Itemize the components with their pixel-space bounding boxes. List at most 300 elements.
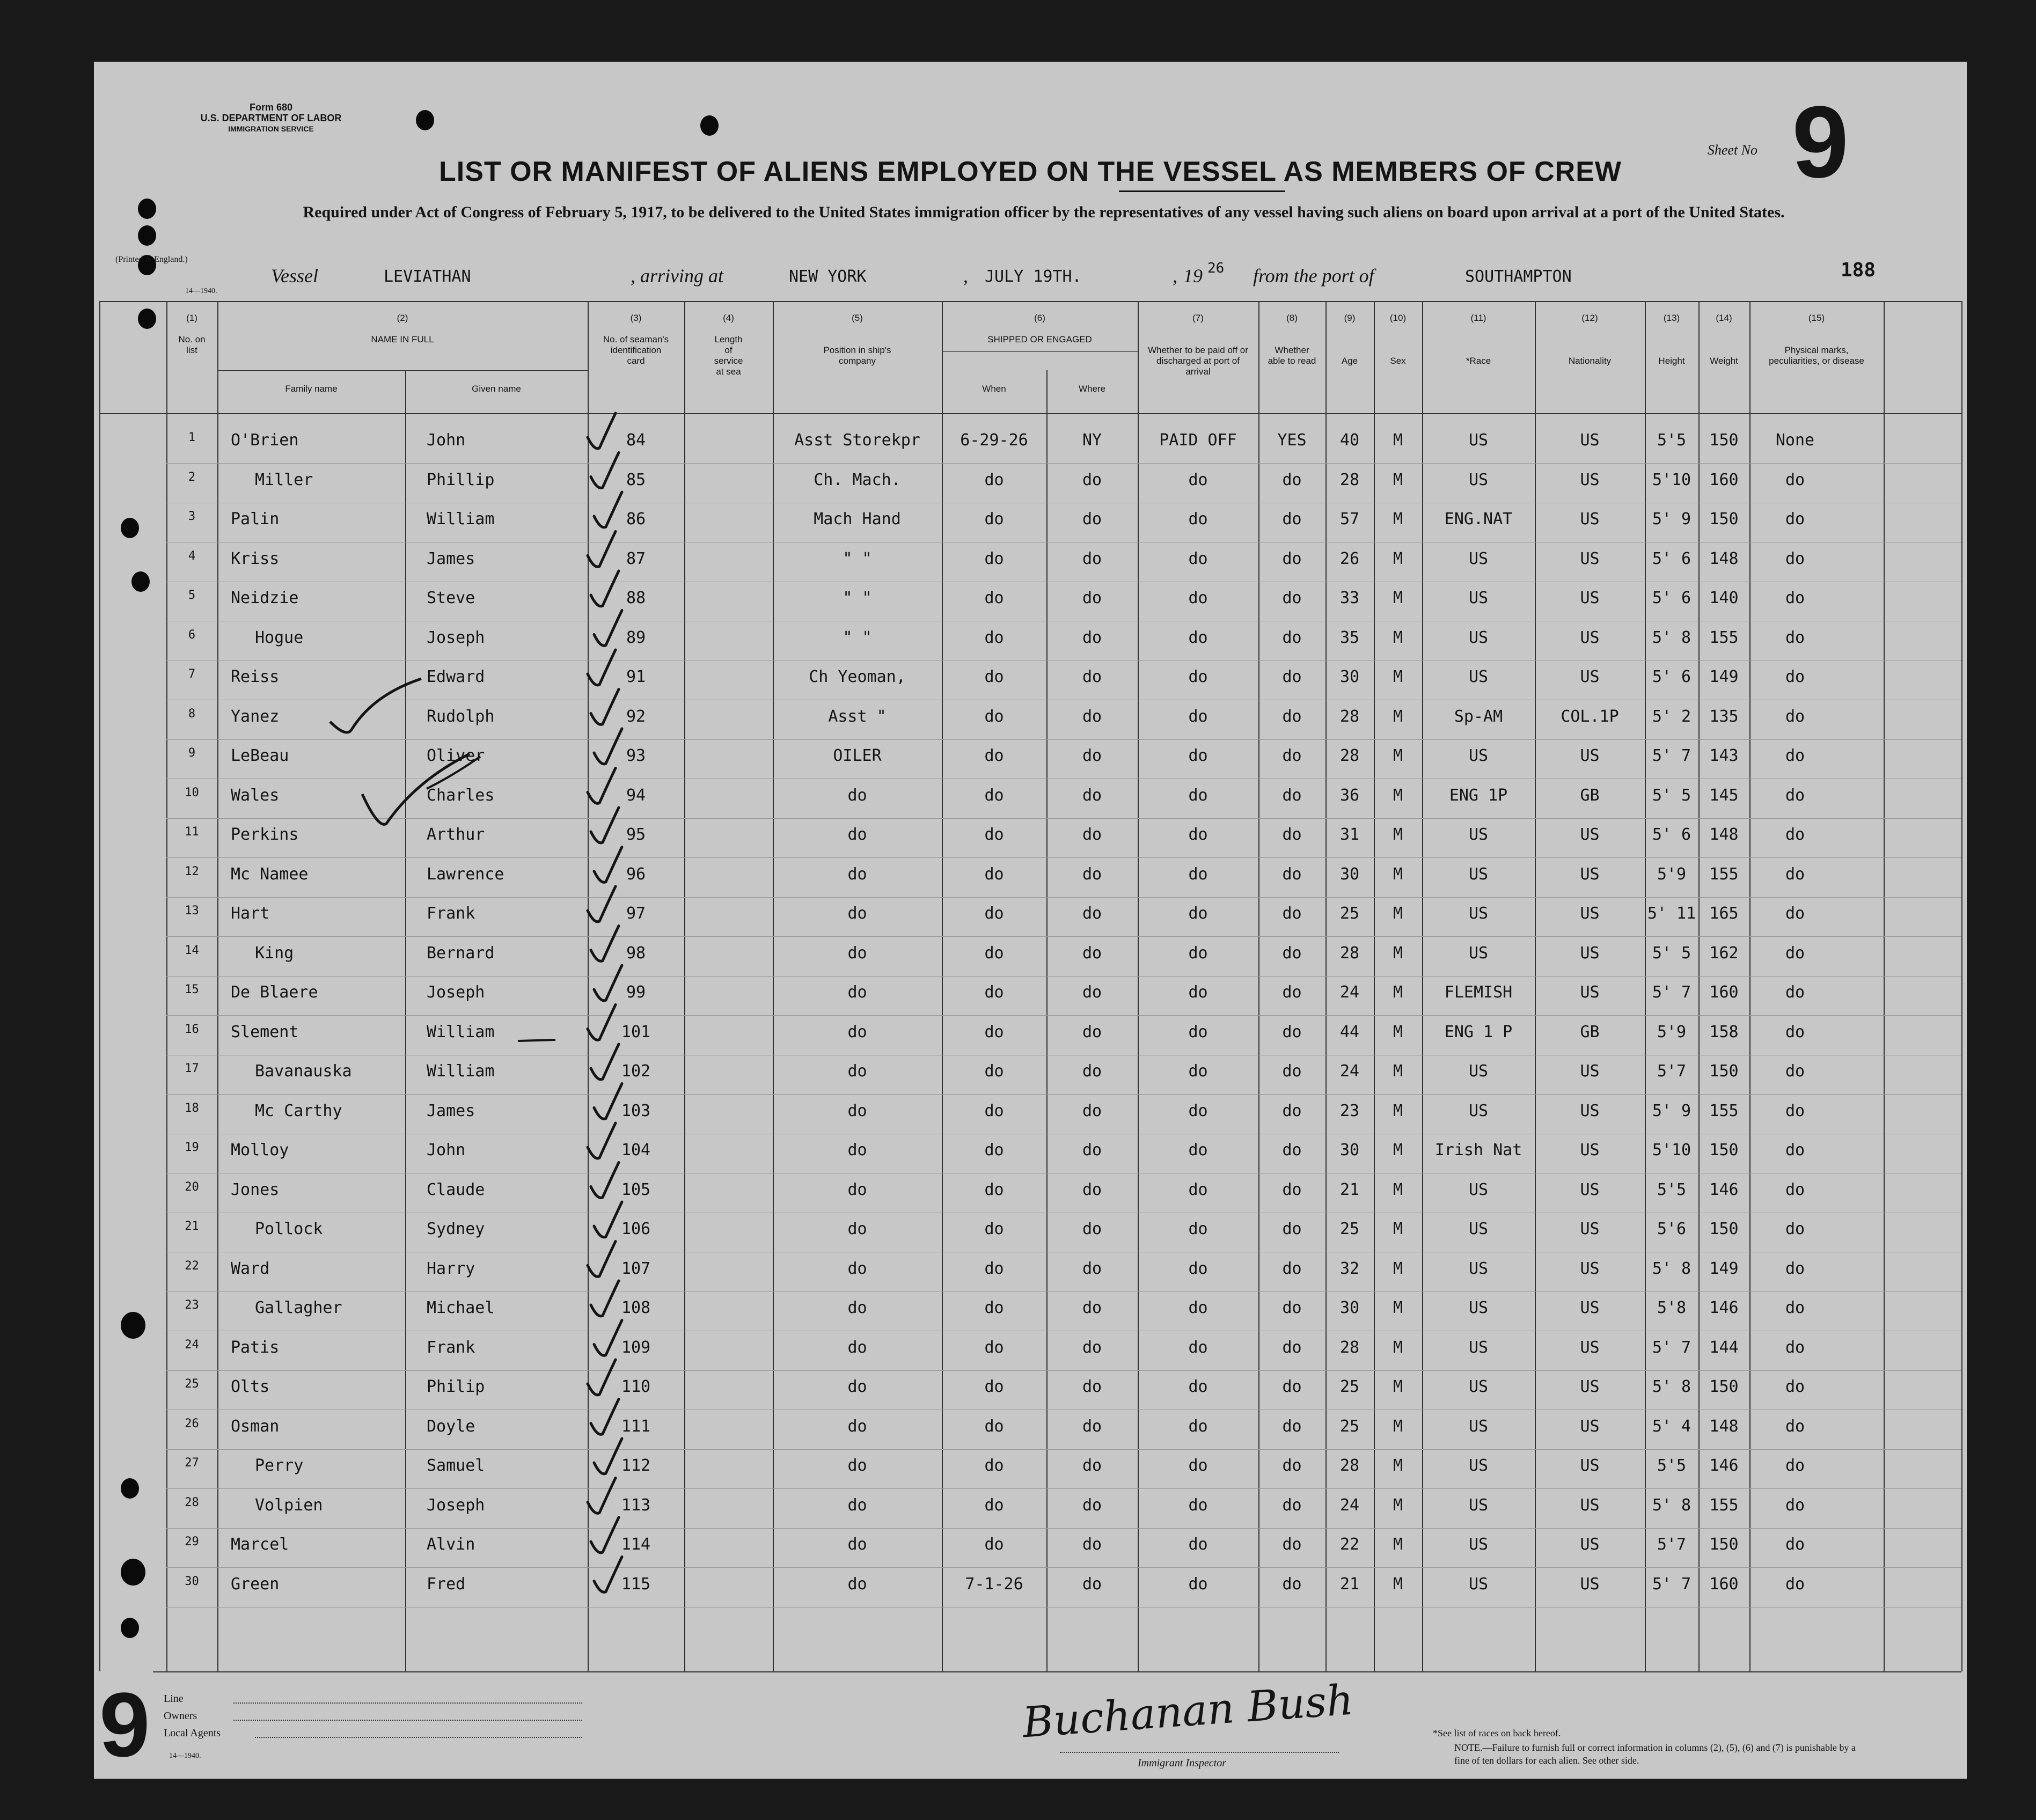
cell-marks: do xyxy=(1785,1495,1805,1515)
cell-weight: 143 xyxy=(1709,746,1739,765)
cell-card: 96 xyxy=(626,864,646,884)
row-check-icon xyxy=(591,571,619,606)
cell-where: do xyxy=(1082,549,1102,568)
cell-family: Marcel xyxy=(231,1535,289,1554)
cell-race: FLEMISH xyxy=(1444,983,1513,1002)
cell-height: 5'5 xyxy=(1657,1180,1687,1199)
cell-where: do xyxy=(1082,628,1102,647)
cell-position: Asst Storekpr xyxy=(794,431,920,450)
col14-number: (14) xyxy=(1716,313,1732,323)
arrival-date: JULY 19TH. xyxy=(985,267,1082,286)
cell-marks: do xyxy=(1785,1377,1805,1396)
cell-family: Neidzie xyxy=(231,589,299,607)
cell-height: 5' 6 xyxy=(1652,667,1691,686)
cell-when: do xyxy=(984,510,1004,529)
row8-check-icon xyxy=(330,679,421,732)
owners-label: Owners xyxy=(164,1710,197,1722)
cell-race: US xyxy=(1468,746,1489,765)
cell-race: US xyxy=(1468,1298,1489,1317)
cell-sex: M xyxy=(1393,1259,1403,1278)
line-label: Line xyxy=(164,1693,184,1705)
row-check-icon xyxy=(594,965,622,1001)
cell-paid: do xyxy=(1188,1220,1208,1238)
cell-family: Mc Carthy xyxy=(255,1101,342,1120)
cell-sex: M xyxy=(1393,549,1403,568)
cell-nat: GB xyxy=(1580,1022,1600,1041)
cell-marks: do xyxy=(1785,904,1805,923)
cell-nat: US xyxy=(1580,549,1600,568)
cell-race: US xyxy=(1468,1259,1489,1278)
cell-no: 8 xyxy=(188,707,196,721)
cell-where: do xyxy=(1082,1535,1102,1554)
cell-read: do xyxy=(1282,786,1302,805)
row-check-icon xyxy=(591,926,619,962)
cell-position: do xyxy=(847,1101,867,1120)
cell-read: do xyxy=(1282,667,1302,686)
col15-number: (15) xyxy=(1808,313,1825,323)
cell-card: 109 xyxy=(621,1338,651,1357)
cell-paid: do xyxy=(1188,1298,1208,1317)
cell-position: do xyxy=(847,1022,867,1041)
cell-read: do xyxy=(1282,1338,1302,1357)
cell-height: 5' 8 xyxy=(1652,1377,1691,1396)
cell-position: " " xyxy=(843,549,872,568)
cell-given: James xyxy=(427,1101,475,1120)
cell-paid: do xyxy=(1188,1259,1208,1278)
cell-no: 6 xyxy=(188,628,196,642)
cell-where: do xyxy=(1082,1377,1102,1396)
cell-height: 5' 8 xyxy=(1652,1259,1691,1278)
cell-given: Samuel xyxy=(427,1456,485,1475)
cell-age: 30 xyxy=(1339,1141,1360,1159)
cell-weight: 162 xyxy=(1709,943,1739,963)
cell-card: 113 xyxy=(621,1495,651,1515)
cell-card: 105 xyxy=(621,1180,651,1199)
cell-where: do xyxy=(1082,786,1102,805)
cell-age: 28 xyxy=(1339,470,1360,489)
line-rule xyxy=(233,1702,582,1704)
cell-family: Yanez xyxy=(231,707,280,726)
penalty-note: NOTE.—Failure to furnish full or correct information in columns (2), (5), (6) and (7) is punishable by a fine of ten dollars for each alien. See other side. xyxy=(1454,1742,1856,1766)
cell-when: do xyxy=(984,943,1004,963)
signature-rule xyxy=(1060,1752,1339,1753)
cell-read: do xyxy=(1282,1417,1302,1436)
cell-family: O'Brien xyxy=(231,431,299,450)
cell-position: do xyxy=(847,1220,867,1238)
cell-family: Ward xyxy=(231,1259,270,1278)
row-check-icon xyxy=(588,650,616,685)
cell-read: do xyxy=(1282,825,1302,844)
row-check-icon xyxy=(588,532,616,567)
cell-marks: do xyxy=(1785,1456,1805,1475)
cell-nat: GB xyxy=(1580,786,1600,805)
cell-position: Ch. Mach. xyxy=(814,470,901,489)
cell-sex: M xyxy=(1393,628,1403,647)
cell-weight: 150 xyxy=(1709,1062,1739,1081)
cell-read: do xyxy=(1282,1495,1302,1515)
cell-no: 3 xyxy=(188,510,196,523)
year-prefix: 19 xyxy=(1183,265,1203,287)
cell-no: 20 xyxy=(185,1180,199,1194)
row-check-icon xyxy=(588,1360,616,1395)
cell-marks: do xyxy=(1785,470,1805,489)
cell-age: 57 xyxy=(1339,510,1360,529)
when-header: When xyxy=(982,384,1006,394)
cell-age: 24 xyxy=(1339,983,1360,1002)
cell-no: 23 xyxy=(185,1298,199,1312)
cell-read: do xyxy=(1282,864,1302,884)
cell-sex: M xyxy=(1393,1495,1403,1515)
cell-card: 95 xyxy=(626,825,646,844)
cell-when: do xyxy=(984,589,1004,607)
cell-position: do xyxy=(847,1180,867,1199)
cell-family: Mc Namee xyxy=(231,864,309,884)
cell-marks: do xyxy=(1785,1062,1805,1081)
cell-weight: 135 xyxy=(1709,707,1739,726)
cell-height: 5'9 xyxy=(1657,864,1687,884)
col13-label: Height xyxy=(1658,356,1685,366)
cell-weight: 160 xyxy=(1709,470,1739,489)
cell-no: 25 xyxy=(185,1377,199,1391)
cell-no: 19 xyxy=(185,1141,199,1154)
cell-nat: US xyxy=(1580,1574,1600,1594)
col5-label: Position in ship's company xyxy=(823,345,891,366)
cell-height: 5' 8 xyxy=(1652,1495,1691,1515)
cell-race: Irish Nat xyxy=(1434,1141,1522,1159)
col10-label: Sex xyxy=(1390,356,1406,366)
cell-height: 5' 2 xyxy=(1652,707,1691,726)
cell-nat: US xyxy=(1580,746,1600,765)
cell-position: do xyxy=(847,1298,867,1317)
cell-paid: do xyxy=(1188,628,1208,647)
arriving-label: , arriving at xyxy=(631,265,724,287)
cell-sex: M xyxy=(1393,1377,1403,1396)
cell-given: Charles xyxy=(427,786,495,805)
cell-no: 22 xyxy=(185,1259,199,1273)
cell-where: do xyxy=(1082,1298,1102,1317)
cell-when: do xyxy=(984,1220,1004,1238)
cell-when: do xyxy=(984,1535,1004,1554)
cell-position: do xyxy=(847,786,867,805)
vessel-label: Vessel xyxy=(271,265,318,287)
cell-position: do xyxy=(847,983,867,1002)
cell-card: 102 xyxy=(621,1062,651,1081)
cell-age: 28 xyxy=(1339,707,1360,726)
cell-family: Palin xyxy=(231,510,280,529)
cell-weight: 146 xyxy=(1709,1456,1739,1475)
race-note: *See list of races on back hereof. xyxy=(1433,1728,1561,1738)
cell-weight: 150 xyxy=(1709,431,1739,450)
cell-family: LeBeau xyxy=(231,746,289,765)
cell-race: ENG 1P xyxy=(1449,786,1508,805)
cell-race: US xyxy=(1468,1417,1489,1436)
cell-race: US xyxy=(1468,1062,1489,1081)
cell-given: Frank xyxy=(427,1338,475,1357)
cell-height: 5' 7 xyxy=(1652,1338,1691,1357)
cell-where: do xyxy=(1082,1417,1102,1436)
cell-family: Volpien xyxy=(255,1495,323,1515)
cell-where: do xyxy=(1082,1062,1102,1081)
cell-card: 89 xyxy=(626,628,646,647)
cell-paid: do xyxy=(1188,904,1208,923)
cell-when: do xyxy=(984,1180,1004,1199)
cell-height: 5' 6 xyxy=(1652,589,1691,607)
cell-nat: US xyxy=(1580,431,1600,450)
cell-nat: US xyxy=(1580,1259,1600,1278)
cell-sex: M xyxy=(1393,470,1403,489)
col2-label: NAME IN FULL xyxy=(371,334,434,344)
cell-height: 5'10 xyxy=(1652,1141,1691,1159)
cell-age: 25 xyxy=(1339,904,1360,923)
cell-card: 108 xyxy=(621,1298,651,1317)
cell-position: do xyxy=(847,1495,867,1515)
cell-age: 28 xyxy=(1339,746,1360,765)
cell-read: YES xyxy=(1277,431,1307,450)
row-check-icon xyxy=(588,768,616,804)
row-check-icon xyxy=(594,729,622,764)
col10-number: (10) xyxy=(1389,313,1407,323)
cell-paid: do xyxy=(1188,825,1208,844)
cell-read: do xyxy=(1282,1298,1302,1317)
cell-race: US xyxy=(1468,904,1489,923)
cell-nat: US xyxy=(1580,1535,1600,1554)
cell-race: US xyxy=(1468,1574,1489,1594)
cell-family: Wales xyxy=(231,786,280,805)
cell-paid: do xyxy=(1188,1062,1208,1081)
cell-when: do xyxy=(984,1259,1004,1278)
cell-marks: do xyxy=(1785,983,1805,1002)
cell-paid: do xyxy=(1188,1101,1208,1120)
cell-position: Mach Hand xyxy=(814,510,901,529)
cell-given: Phillip xyxy=(427,470,495,489)
cell-race: US xyxy=(1468,1220,1489,1238)
cell-height: 5' 5 xyxy=(1652,786,1691,805)
cell-read: do xyxy=(1282,589,1302,607)
sheet-number-label: Sheet No xyxy=(1707,142,1757,158)
cell-card: 99 xyxy=(626,983,646,1002)
cell-position: " " xyxy=(843,628,872,647)
row-check-icon xyxy=(594,1439,622,1474)
cell-given: William xyxy=(427,510,495,529)
cell-nat: US xyxy=(1580,1495,1600,1515)
cell-paid: do xyxy=(1188,786,1208,805)
cell-weight: 148 xyxy=(1709,1417,1739,1436)
cell-height: 5' 7 xyxy=(1652,1574,1691,1594)
cell-where: do xyxy=(1082,904,1102,923)
cell-weight: 148 xyxy=(1709,549,1739,568)
col14-label: Weight xyxy=(1710,356,1738,366)
cell-race: US xyxy=(1468,628,1489,647)
cell-when: do xyxy=(984,1456,1004,1475)
cell-height: 5'7 xyxy=(1657,1062,1687,1081)
row-check-icon xyxy=(594,492,622,527)
cell-position: OILER xyxy=(833,746,882,765)
cell-age: 28 xyxy=(1339,943,1360,963)
cell-card: 86 xyxy=(626,510,646,529)
col8-number: (8) xyxy=(1286,313,1298,323)
cell-read: do xyxy=(1282,1180,1302,1199)
cell-family: Gallagher xyxy=(255,1298,342,1317)
cell-where: do xyxy=(1082,707,1102,726)
row-check-icon xyxy=(588,1005,616,1040)
row-check-icon xyxy=(588,886,616,922)
cell-height: 5' 7 xyxy=(1652,746,1691,765)
manifest-sheet xyxy=(94,62,1967,1779)
cell-position: do xyxy=(847,864,867,884)
cell-given: John xyxy=(427,1141,466,1159)
agents-rule xyxy=(255,1737,582,1738)
cell-race: US xyxy=(1468,1456,1489,1475)
cell-where: NY xyxy=(1082,431,1102,450)
cell-no: 10 xyxy=(185,786,199,799)
cell-family: Kriss xyxy=(231,549,280,568)
col7-label: Whether to be paid off or discharged at port of arrival xyxy=(1148,345,1248,377)
owners-rule xyxy=(233,1720,582,1721)
cell-sex: M xyxy=(1393,1456,1403,1475)
cell-card: 104 xyxy=(621,1141,651,1159)
cell-race: US xyxy=(1468,943,1489,963)
cell-weight: 146 xyxy=(1709,1298,1739,1317)
cell-family: Miller xyxy=(255,470,313,489)
cell-no: 28 xyxy=(185,1495,199,1509)
cell-read: do xyxy=(1282,707,1302,726)
cell-height: 5'6 xyxy=(1657,1220,1687,1238)
cell-sex: M xyxy=(1393,1101,1403,1120)
cell-where: do xyxy=(1082,1574,1102,1594)
cell-when: do xyxy=(984,1062,1004,1081)
cell-nat: US xyxy=(1580,1220,1600,1238)
cell-paid: do xyxy=(1188,1495,1208,1515)
cell-card: 85 xyxy=(626,470,646,489)
cell-marks: do xyxy=(1785,1298,1805,1317)
departure-port: SOUTHAMPTON xyxy=(1465,267,1572,286)
cell-age: 31 xyxy=(1339,825,1360,844)
cell-sex: M xyxy=(1393,943,1403,963)
cell-where: do xyxy=(1082,667,1102,686)
cell-paid: do xyxy=(1188,510,1208,529)
cell-card: 106 xyxy=(621,1220,651,1238)
cell-read: do xyxy=(1282,1141,1302,1159)
cell-read: do xyxy=(1282,746,1302,765)
cell-read: do xyxy=(1282,983,1302,1002)
cell-weight: 146 xyxy=(1709,1180,1739,1199)
cell-height: 5' 8 xyxy=(1652,628,1691,647)
cell-nat: COL.1P xyxy=(1561,707,1619,726)
col4-number: (4) xyxy=(723,313,734,323)
cell-where: do xyxy=(1082,825,1102,844)
row-check-icon xyxy=(591,1044,619,1080)
cell-weight: 155 xyxy=(1709,1495,1739,1515)
cell-when: do xyxy=(984,1101,1004,1120)
cell-no: 11 xyxy=(185,825,199,839)
cell-sex: M xyxy=(1393,1298,1403,1317)
cell-race: ENG 1 P xyxy=(1444,1022,1513,1041)
cell-sex: M xyxy=(1393,1062,1403,1081)
cell-sex: M xyxy=(1393,667,1403,686)
col4-label: Length of service at sea xyxy=(714,334,743,377)
cell-read: do xyxy=(1282,1574,1302,1594)
cell-paid: do xyxy=(1188,1377,1208,1396)
cell-given: Sydney xyxy=(427,1220,485,1238)
cell-marks: do xyxy=(1785,1141,1805,1159)
cell-card: 103 xyxy=(621,1101,651,1120)
cell-marks: None xyxy=(1775,431,1815,450)
cell-height: 5' 6 xyxy=(1652,825,1691,844)
cell-race: US xyxy=(1468,1377,1489,1396)
comma-separator: , xyxy=(963,265,968,287)
row-check-icon xyxy=(588,1478,616,1514)
cell-age: 36 xyxy=(1339,786,1360,805)
cell-when: do xyxy=(984,983,1004,1002)
cell-no: 21 xyxy=(185,1220,199,1233)
col11-label: *Race xyxy=(1466,356,1491,366)
cell-age: 40 xyxy=(1339,431,1360,450)
cell-when: do xyxy=(984,470,1004,489)
cell-sex: M xyxy=(1393,904,1403,923)
cell-given: Steve xyxy=(427,589,475,607)
cell-no: 29 xyxy=(185,1535,199,1549)
row-check-icon xyxy=(594,611,622,646)
table-bottom-border xyxy=(99,1671,1961,1672)
cell-read: do xyxy=(1282,904,1302,923)
cell-sex: M xyxy=(1393,786,1403,805)
cell-weight: 140 xyxy=(1709,589,1739,607)
cell-age: 33 xyxy=(1339,589,1360,607)
cell-when: do xyxy=(984,628,1004,647)
inspector-signature: Buchanan Bush xyxy=(1021,1676,1355,1748)
row-check-icon xyxy=(594,1557,622,1592)
cell-where: do xyxy=(1082,1101,1102,1120)
cell-age: 25 xyxy=(1339,1417,1360,1436)
cell-nat: US xyxy=(1580,1417,1600,1436)
cell-paid: do xyxy=(1188,1574,1208,1594)
cell-when: do xyxy=(984,1298,1004,1317)
cell-given: Joseph xyxy=(427,1495,485,1515)
department-name: U.S. DEPARTMENT OF LABOR xyxy=(200,113,342,123)
col12-number: (12) xyxy=(1581,313,1598,323)
cell-race: US xyxy=(1468,1535,1489,1554)
cell-family: Perry xyxy=(255,1456,304,1475)
cell-sex: M xyxy=(1393,1180,1403,1199)
cell-when: 6-29-26 xyxy=(960,431,1028,450)
cell-card: 84 xyxy=(626,431,646,450)
cell-age: 30 xyxy=(1339,667,1360,686)
cell-read: do xyxy=(1282,1101,1302,1120)
cell-race: US xyxy=(1468,667,1489,686)
row-check-icon xyxy=(594,1084,622,1119)
cell-height: 5'5 xyxy=(1657,1456,1687,1475)
cell-paid: do xyxy=(1188,1022,1208,1041)
cell-marks: do xyxy=(1785,1338,1805,1357)
cell-read: do xyxy=(1282,628,1302,647)
cell-nat: US xyxy=(1580,1101,1600,1120)
col3-label: No. of seaman's identification card xyxy=(603,334,669,366)
cell-no: 7 xyxy=(188,667,196,681)
cell-height: 5'8 xyxy=(1657,1298,1687,1317)
cell-nat: US xyxy=(1580,628,1600,647)
cell-card: 98 xyxy=(626,943,646,963)
cell-nat: US xyxy=(1580,825,1600,844)
cell-read: do xyxy=(1282,1377,1302,1396)
cell-when: do xyxy=(984,864,1004,884)
cell-family: Reiss xyxy=(231,667,280,686)
page-title: LIST OR MANIFEST OF ALIENS EMPLOYED ON THE VESSEL AS MEMBERS OF CREW xyxy=(439,156,1622,187)
cell-family: Pollock xyxy=(255,1220,323,1238)
row-check-icon xyxy=(594,1320,622,1356)
cell-sex: M xyxy=(1393,825,1403,844)
cell-family: Slement xyxy=(231,1022,299,1041)
cell-paid: do xyxy=(1188,667,1208,686)
